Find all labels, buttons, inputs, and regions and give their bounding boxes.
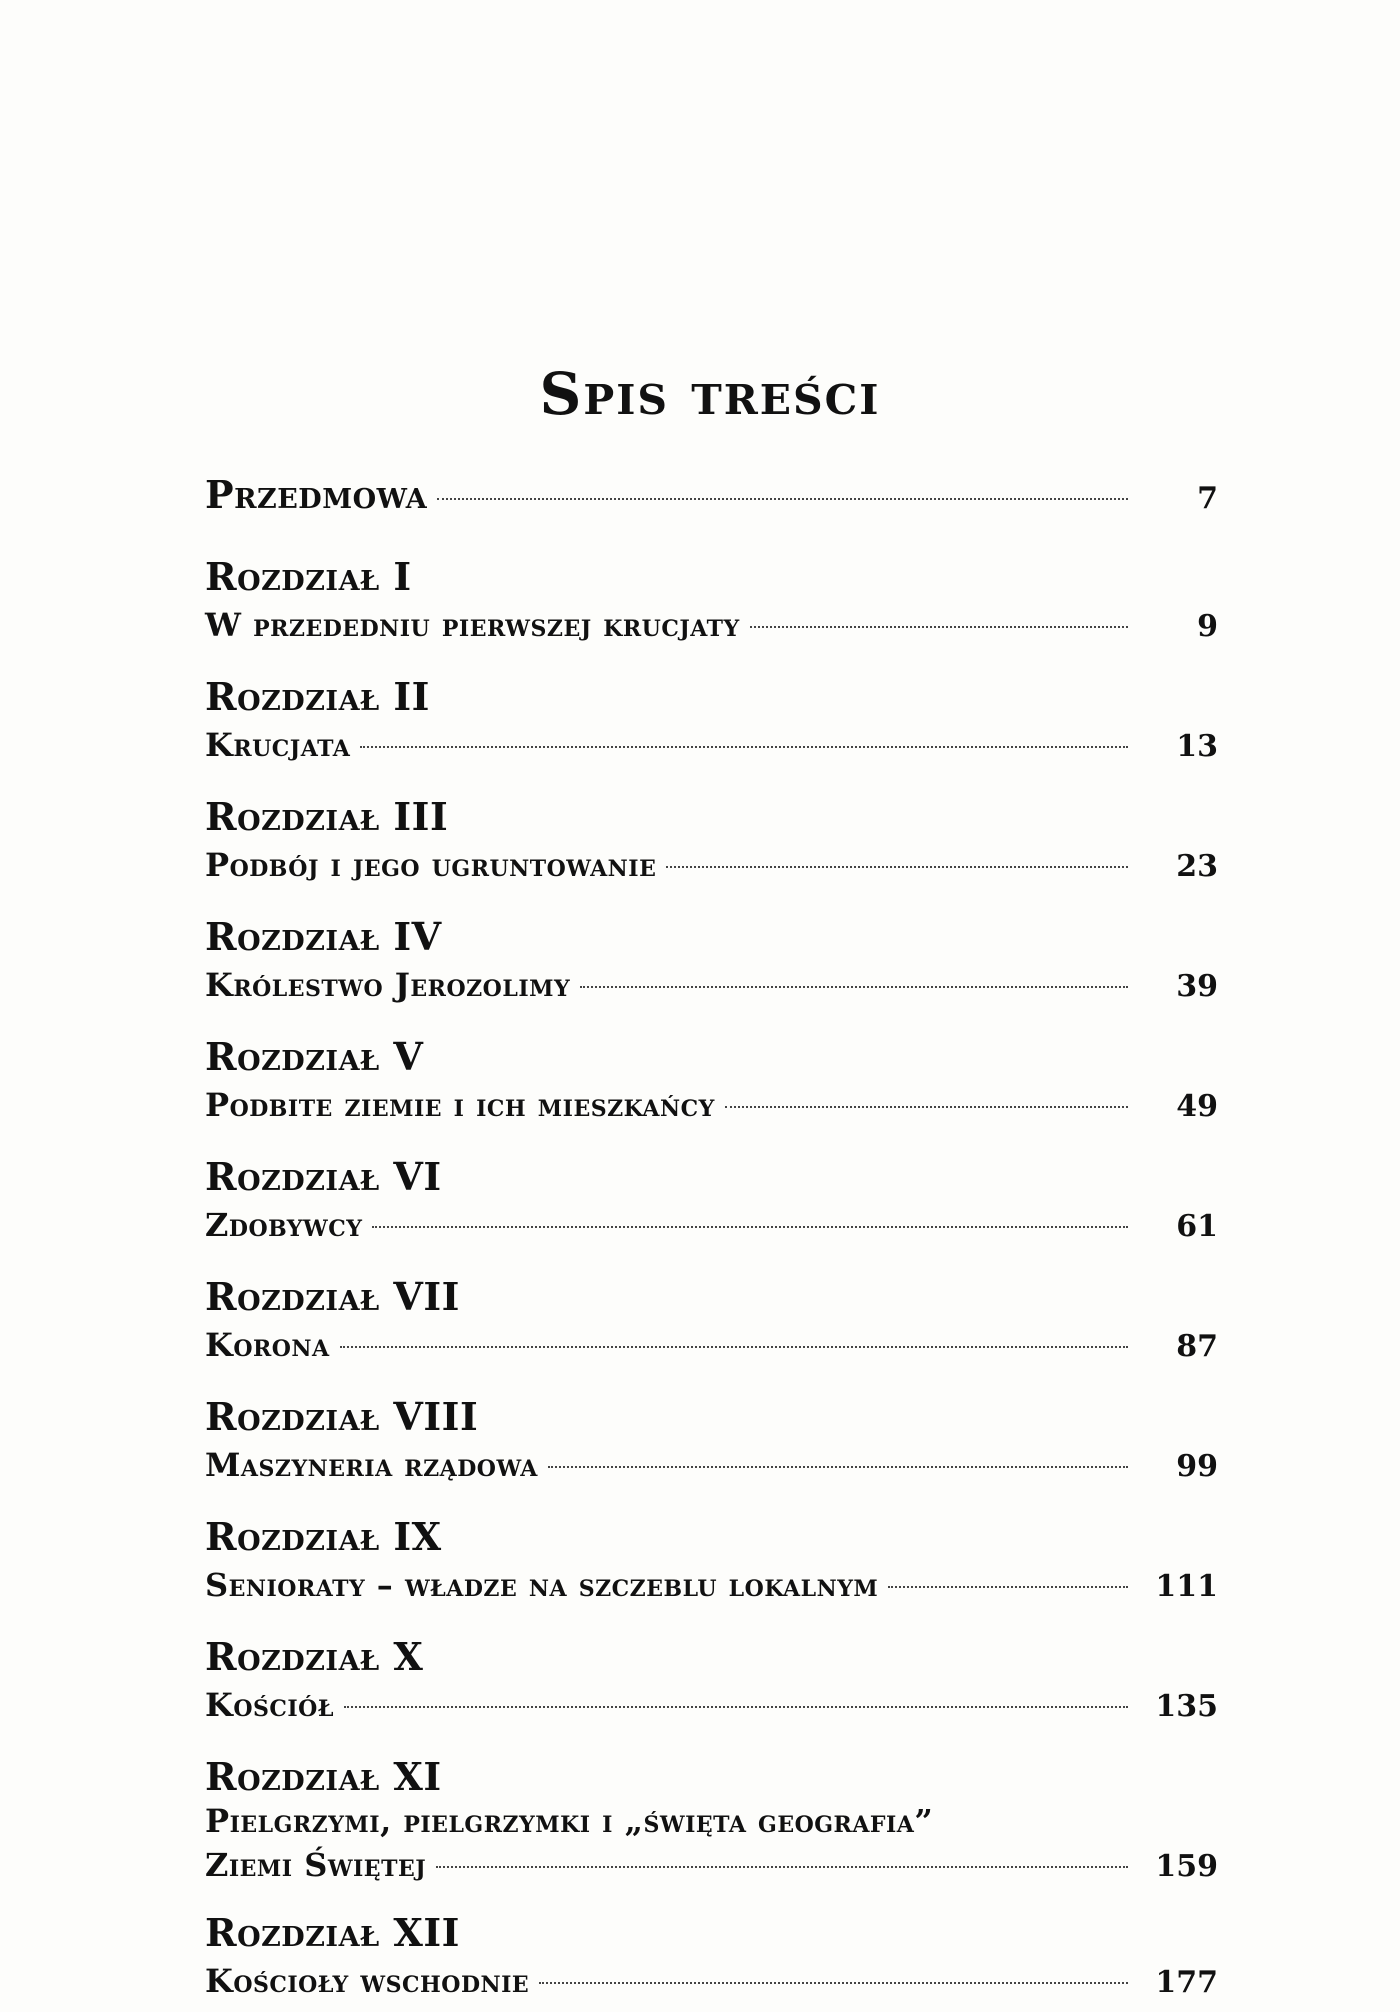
entry-title: Ziemi Świętej <box>205 1846 427 1884</box>
page-number: 135 <box>1155 1689 1218 1724</box>
dot-leader <box>344 1706 1128 1708</box>
chapter-heading: Rozdział X <box>205 1634 424 1679</box>
chapter-heading: Rozdział III <box>205 794 449 839</box>
page-number: 13 <box>1176 729 1218 764</box>
dot-leader <box>725 1106 1128 1108</box>
dot-leader <box>888 1586 1128 1588</box>
entry-title: Senioraty – władze na szczeblu lokalnym <box>205 1566 879 1604</box>
toc-entry[interactable] <box>205 1439 1218 1491</box>
chapter-heading: Rozdział V <box>205 1034 424 1079</box>
entry-title: Krucjata <box>205 726 351 764</box>
entry-title: Podbite ziemie i ich mieszkańcy <box>205 1086 715 1124</box>
toc-entry[interactable] <box>205 719 1218 771</box>
page-number: 23 <box>1176 849 1218 884</box>
entry-title: Zdobywcy <box>205 1206 363 1244</box>
entry-title: Korona <box>205 1326 330 1364</box>
chapter-heading: Rozdział XII <box>205 1910 460 1955</box>
entry-title: Królestwo Jerozolimy <box>205 966 571 1004</box>
chapter-heading: Rozdział VI <box>205 1154 442 1199</box>
dot-leader <box>372 1226 1128 1228</box>
toc-entry-preface[interactable] <box>205 455 1218 535</box>
page-number: 177 <box>1155 1965 1218 2000</box>
chapter-heading: Rozdział II <box>205 674 430 719</box>
dot-leader <box>539 1982 1128 1984</box>
dot-leader <box>340 1346 1128 1348</box>
table-of-contents <box>205 455 1218 2007</box>
dot-leader <box>548 1466 1128 1468</box>
chapter-heading: Rozdział IV <box>205 914 442 959</box>
page-number: 39 <box>1176 969 1218 1004</box>
dot-leader <box>436 1866 1128 1868</box>
toc-entry[interactable] <box>205 839 1218 891</box>
chapter-heading: Rozdział I <box>205 554 412 599</box>
toc-entry[interactable] <box>205 1199 1218 1251</box>
page-title: Spis treści <box>539 360 881 428</box>
toc-entry[interactable] <box>205 1079 1218 1131</box>
page-number: 61 <box>1176 1209 1218 1244</box>
page-number: 99 <box>1176 1449 1218 1484</box>
page-number: 159 <box>1155 1849 1218 1884</box>
chapter-heading: Rozdział VIII <box>205 1394 479 1439</box>
page-number: 7 <box>1197 481 1218 516</box>
page-number: 111 <box>1155 1569 1218 1604</box>
page-number: 87 <box>1176 1329 1218 1364</box>
toc-entry[interactable] <box>205 599 1218 651</box>
dot-leader <box>750 626 1128 628</box>
toc-entry[interactable] <box>205 1559 1218 1611</box>
dot-leader <box>360 746 1128 748</box>
page-number: 49 <box>1176 1089 1218 1124</box>
entry-title-line-1: Pielgrzymi, pielgrzymki i „święta geografia” <box>205 1802 934 1840</box>
page-number: 9 <box>1197 609 1218 644</box>
dot-leader <box>666 866 1128 868</box>
toc-entry[interactable] <box>205 1679 1218 1731</box>
entry-title: W przededniu pierwszej krucjaty <box>205 606 740 644</box>
toc-entry[interactable] <box>205 1843 1218 1887</box>
entry-title: Przedmowa <box>205 472 428 517</box>
chapter-heading: Rozdział VII <box>205 1274 460 1319</box>
dot-leader <box>580 986 1128 988</box>
chapter-heading: Rozdział XI <box>205 1754 442 1799</box>
entry-title: Podbój i jego ugruntowanie <box>205 846 657 884</box>
toc-entry[interactable] <box>205 1319 1218 1371</box>
entry-title: Kościół <box>205 1686 334 1724</box>
dot-leader <box>437 498 1128 500</box>
entry-title: Maszyneria rządowa <box>205 1446 538 1484</box>
entry-title: Kościoły wschodnie <box>205 1962 530 2000</box>
toc-entry[interactable] <box>205 1955 1218 2007</box>
chapter-heading: Rozdział IX <box>205 1514 442 1559</box>
toc-entry[interactable] <box>205 959 1218 1011</box>
